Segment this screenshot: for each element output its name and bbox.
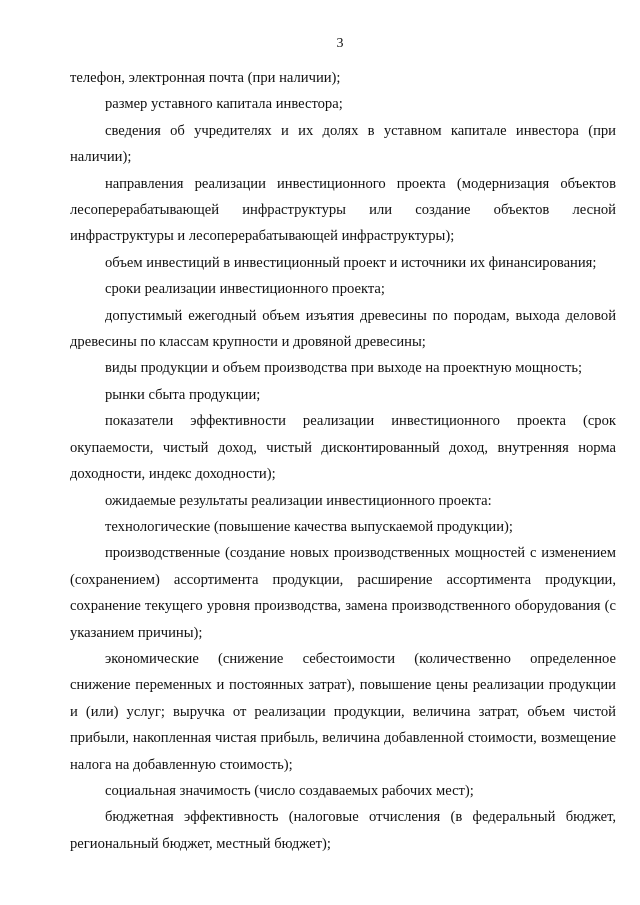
paragraph-budget: бюджетная эффективность (налоговые отчисления (в федеральный бюджет, региональный бюджет, местный бюджет); — [70, 809, 616, 852]
paragraph-efficiency-indicators: показатели эффективности реализации инвестиционного проекта (срок окупаемости, чистый доход, чистый дисконтированный доход, внутренняя норма доходности, индекс доходности); — [70, 413, 616, 483]
page-number: 3 — [336, 36, 344, 51]
paragraph-technological: технологические (повышение качества выпускаемой продукции); — [105, 518, 513, 535]
paragraph-authorized-capital: размер уставного капитала инвестора; — [105, 96, 343, 113]
paragraph-production: производственные (создание новых производственных мощностей с изменением (сохранением) ассортимента продукции, расширение ассортимента продукции, сохранение текущего уровня производства, замена производственного оборудования (с указанием причины); — [70, 545, 616, 641]
paragraph-expected-results: ожидаемые результаты реализации инвестиционного проекта: — [105, 492, 492, 509]
paragraph-contact-info: телефон, электронная почта (при наличии); — [70, 70, 341, 86]
paragraph-project-terms: сроки реализации инвестиционного проекта; — [105, 281, 385, 298]
paragraph-investment-volume: объем инвестиций в инвестиционный проект и источники их финансирования; — [105, 254, 597, 271]
paragraph-sales-markets: рынки сбыта продукции; — [105, 386, 261, 403]
paragraph-social: социальная значимость (число создаваемых рабочих мест); — [105, 782, 474, 799]
paragraph-economic: экономические (снижение себестоимости (количественно определенное снижение переменных и постоянных затрат), повышение цены реализации продукции и (или) услуг; выручка от реализации продукции, величина затрат, объем чистой прибыли, накопленная чистая прибыль, величина добавленной стоимости, возмещение налога на добавленную стоимость); — [70, 650, 616, 773]
paragraph-founders: сведения об учредителях и их долях в уставном капитале инвестора (при наличии); — [70, 122, 616, 166]
paragraph-wood-harvest: допустимый ежегодный объем изъятия древесины по породам, выхода деловой древесины по классам крупности и дровяной древесины; — [70, 307, 616, 351]
paragraph-project-directions: направления реализации инвестиционного проекта (модернизация объектов лесоперерабатывающей инфраструктуры или создание объектов лесной инфраструктуры и лесоперерабатывающей инфраструктуры); — [70, 175, 616, 245]
document-body — [70, 65, 616, 857]
paragraph-product-types: виды продукции и объем производства при выходе на проектную мощность; — [105, 360, 583, 377]
